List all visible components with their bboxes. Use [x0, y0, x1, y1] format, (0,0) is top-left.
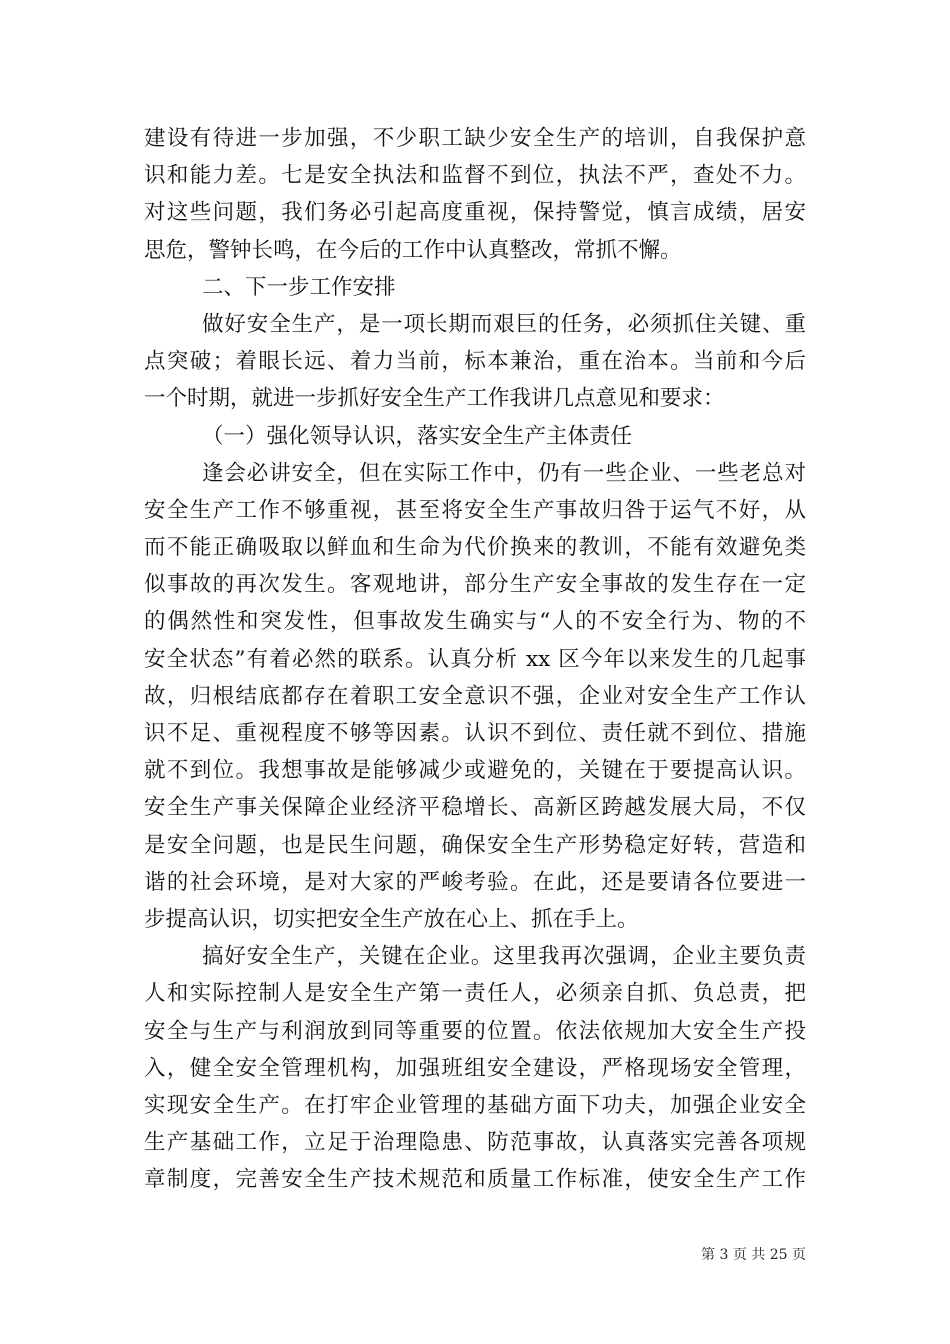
text-line: 识和能力差。七是安全执法和监督不到位，执法不严，查处不力。: [144, 163, 806, 189]
text-line: 识不足、重视程度不够等因素。认识不到位、责任就不到位、措施: [144, 721, 806, 746]
subsection-heading: （一）强化领导认识，落实安全生产主体责任: [202, 423, 633, 449]
text-line: 的偶然性和突发性，但事故发生确实与“人的不安全行为、物的不: [144, 609, 806, 635]
paragraph-first-line: 逢会必讲安全，但在实际工作中，仍有一些企业、一些老总对: [202, 460, 806, 486]
text-line: 实现安全生产。在打牢企业管理的基础方面下功夫，加强企业安全: [144, 1092, 806, 1118]
paragraph-first-line: 搞好安全生产，关键在企业。这里我再次强调，企业主要负责: [202, 944, 806, 970]
text-line: 建设有待进一步加强，不少职工缺少安全生产的培训，自我保护意: [144, 126, 806, 151]
text-line: 章制度，完善安全生产技术规范和质量工作标准，使安全生产工作: [144, 1167, 806, 1193]
text-line: 故，归根结底都存在着职工安全意识不强，企业对安全生产工作认: [144, 683, 806, 709]
text-line: 是安全问题，也是民生问题，确保安全生产形势稳定好转，营造和: [144, 832, 806, 858]
section-heading: 二、下一步工作安排: [202, 274, 396, 300]
page-number: 第 3 页 共 25 页: [701, 1247, 806, 1263]
paragraph-first-line: 做好安全生产，是一项长期而艰巨的任务，必须抓住关键、重: [202, 311, 806, 337]
text-line: 安全生产工作不够重视，甚至将安全生产事故归咎于运气不好，从: [144, 497, 806, 523]
text-line: 入，健全安全管理机构，加强班组安全建设，严格现场安全管理，: [144, 1055, 806, 1081]
text-line: 一个时期，就进一步抓好安全生产工作我讲几点意见和要求：: [144, 386, 725, 412]
text-line: 而不能正确吸取以鲜血和生命为代价换来的教训，不能有效避免类: [144, 535, 806, 561]
text-line: 安全生产事关保障企业经济平稳增长、高新区跨越发展大局，不仅: [144, 795, 806, 821]
text-line: 就不到位。我想事故是能够减少或避免的，关键在于要提高认识。: [144, 758, 806, 784]
document-body: [144, 120, 806, 1198]
text-line: 点突破；着眼长远、着力当前，标本兼治，重在治本。当前和今后: [144, 349, 806, 375]
text-line: 思危，警钟长鸣，在今后的工作中认真整改，常抓不懈。: [144, 237, 682, 263]
text-line: 人和实际控制人是安全生产第一责任人，必须亲自抓、负总责，把: [144, 981, 806, 1007]
text-line: 似事故的再次发生。客观地讲，部分生产安全事故的发生存在一定: [144, 572, 806, 598]
text-line: 对这些问题，我们务必引起高度重视，保持警觉，慎言成绩，居安: [144, 200, 806, 226]
text-line: 安全状态”有着必然的联系。认真分析 xx 区今年以来发生的几起事: [144, 646, 806, 672]
text-line: 步提高认识，切实把安全生产放在心上、抓在手上。: [144, 906, 639, 932]
text-line: 谐的社会环境，是对大家的严峻考验。在此，还是要请各位要进一: [144, 869, 806, 895]
text-line: 安全与生产与利润放到同等重要的位置。依法依规加大安全生产投: [144, 1018, 806, 1044]
text-line: 生产基础工作，立足于治理隐患、防范事故，认真落实完善各项规: [144, 1130, 806, 1156]
